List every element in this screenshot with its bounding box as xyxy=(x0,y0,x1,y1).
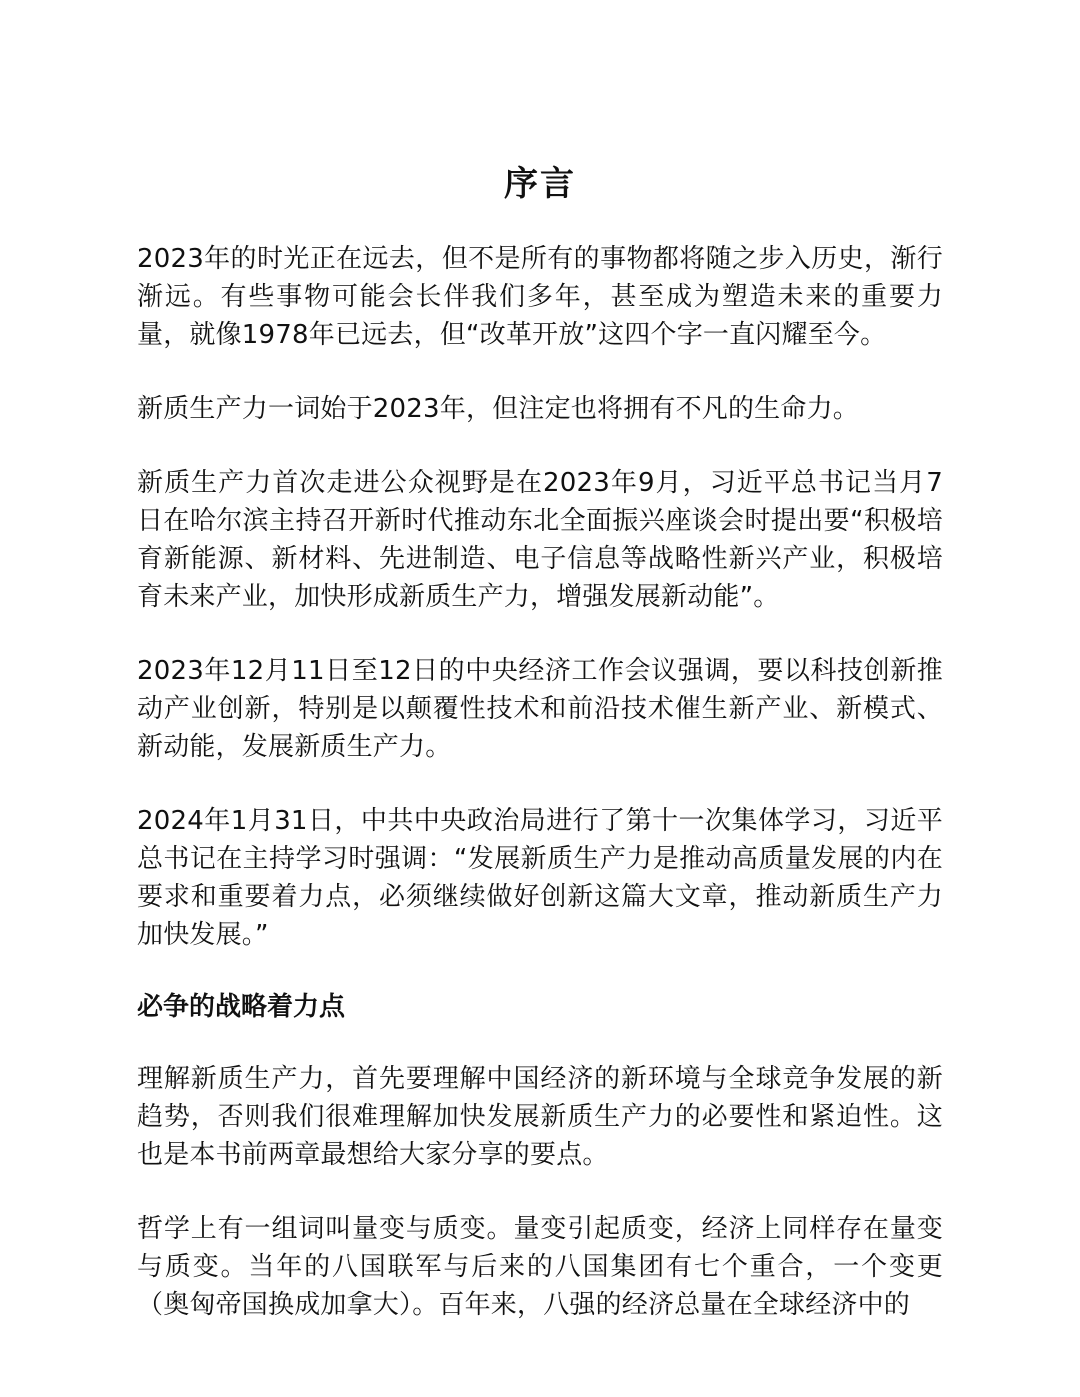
paragraph: 2024年1月31日，中共中央政治局进行了第十一次集体学习，习近平总书记在主持学习时强调：“发展新质生产力是推动高质量发展的内在要求和重要着力点，必须继续做好创新这篇大文章，推动新质生产力加快发展。” xyxy=(137,806,943,950)
paragraph: 哲学上有一组词叫量变与质变。量变引起质变，经济上同样存在量变与质变。当年的八国联军与后来的八国集团有七个重合，一个变更（奥匈帝国换成加拿大）。百年来，八强的经济总量在全球经济中的 xyxy=(137,1214,943,1320)
page-title: 序言 xyxy=(504,164,576,204)
paragraph: 理解新质生产力，首先要理解中国经济的新环境与全球竞争发展的新趋势，否则我们很难理解加快发展新质生产力的必要性和紧迫性。这也是本书前两章最想给大家分享的要点。 xyxy=(137,1064,943,1170)
section-heading: 必争的战略着力点 xyxy=(137,992,346,1022)
paragraph: 2023年12月11日至12日的中央经济工作会议强调，要以科技创新推动产业创新，特别是以颠覆性技术和前沿技术催生新产业、新模式、新动能，发展新质生产力。 xyxy=(137,656,943,762)
paragraph: 新质生产力一词始于2023年，但注定也将拥有不凡的生命力。 xyxy=(137,394,859,424)
document-body xyxy=(137,240,943,1360)
paragraph: 新质生产力首次走进公众视野是在2023年9月，习近平总书记当月7日在哈尔滨主持召开新时代推动东北全面振兴座谈会时提出要“积极培育新能源、新材料、先进制造、电子信息等战略性新兴产业，积极培育未来产业，加快形成新质生产力，增强发展新动能”。 xyxy=(137,468,943,612)
paragraph: 2023年的时光正在远去，但不是所有的事物都将随之步入历史，渐行渐远。有些事物可能会长伴我们多年，甚至成为塑造未来的重要力量，就像1978年已远去，但“改革开放”这四个字一直闪耀至今。 xyxy=(137,244,943,350)
